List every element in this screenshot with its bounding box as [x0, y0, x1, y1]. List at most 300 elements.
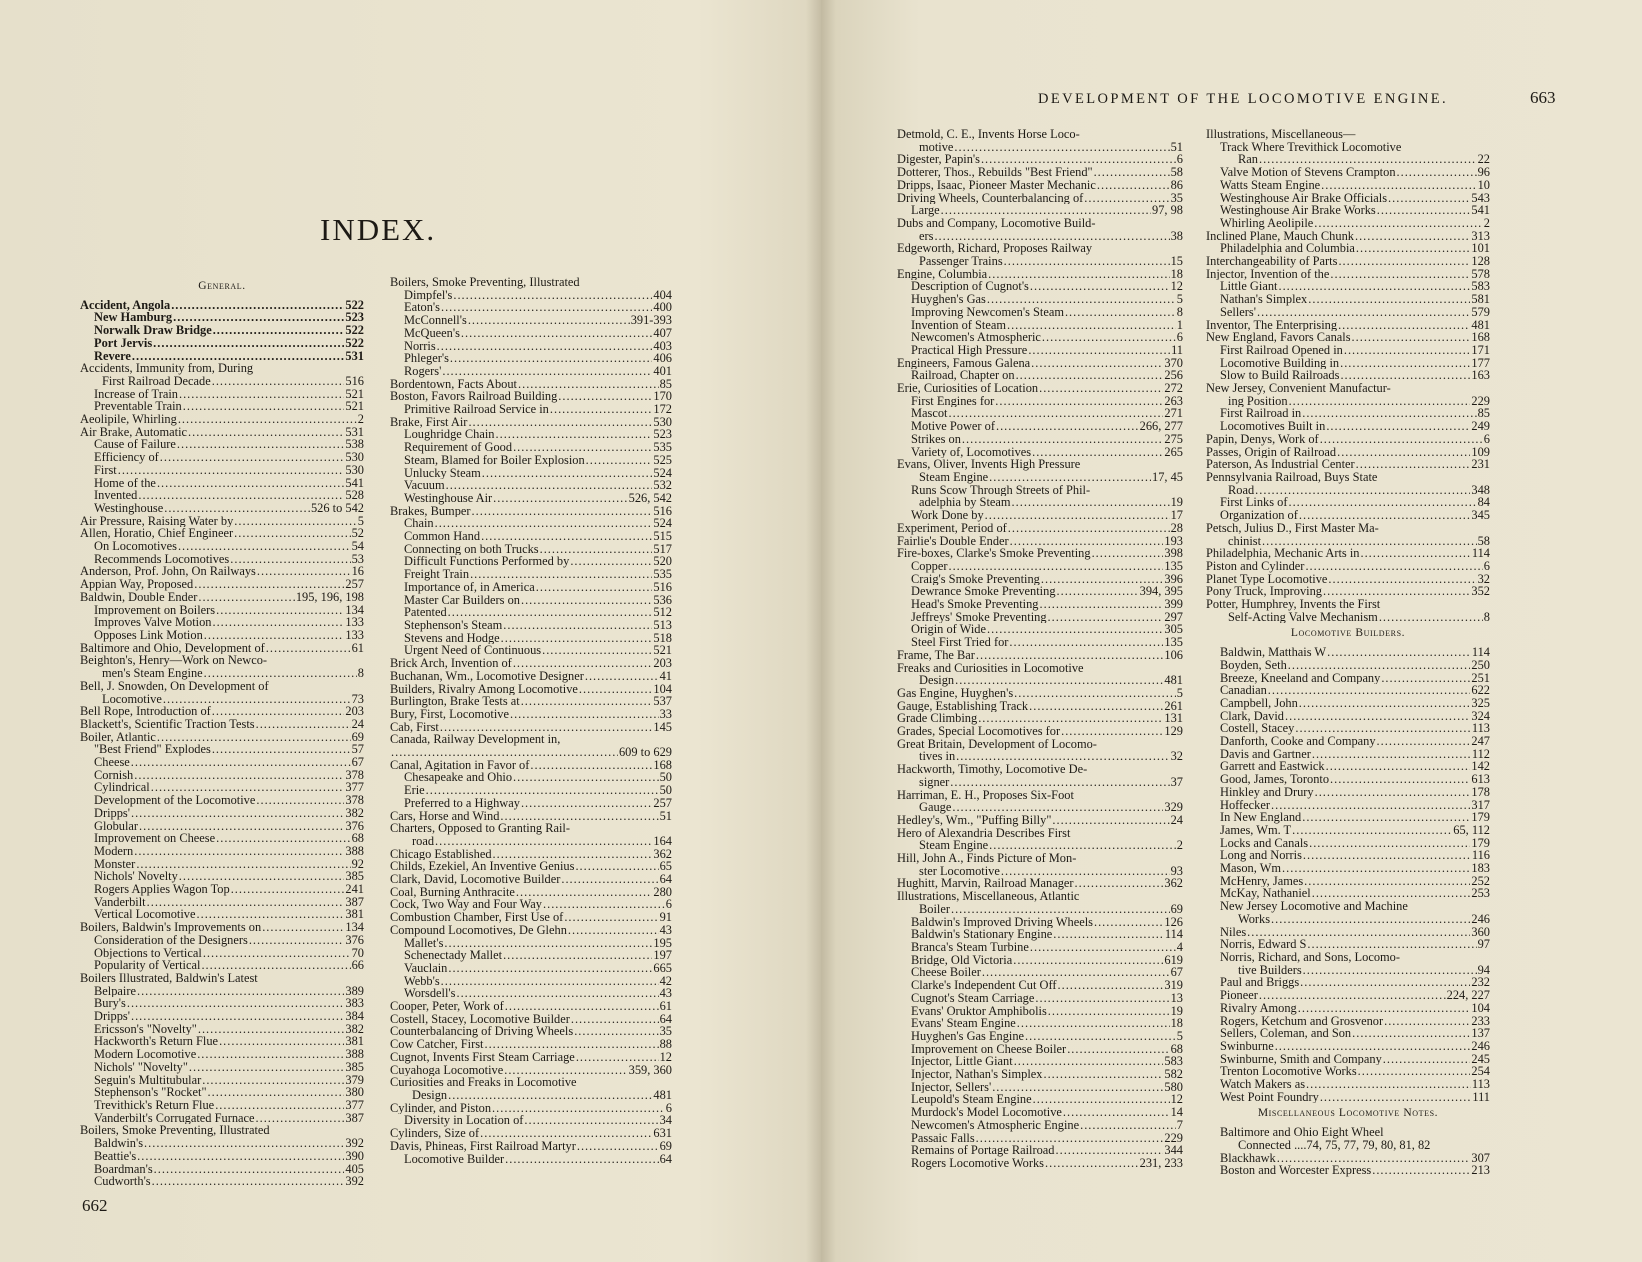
index-page-ref: 348: [1471, 483, 1490, 497]
index-page-ref: 390: [345, 1149, 364, 1163]
index-page-ref: 4: [1176, 941, 1183, 954]
index-entry: [1206, 1040, 1490, 1053]
index-entry: [390, 543, 672, 556]
index-entry: [390, 276, 672, 289]
index-page-ref: 396: [1164, 572, 1183, 586]
index-entry-text: Rogers, Ketchum and Grosvenor: [1220, 1014, 1384, 1028]
index-entry-text: Origin of Wide: [911, 623, 986, 637]
index-page-ref: 517: [653, 542, 672, 556]
index-page-ref: 382: [345, 806, 364, 820]
index-entry-text: Development of the Locomotive: [94, 794, 256, 807]
index-page-ref: 394, 395: [1139, 585, 1183, 599]
index-entry: [897, 560, 1183, 573]
index-entry-text: Murdock's Model Locomotive: [911, 1106, 1062, 1119]
index-entry: [1206, 773, 1490, 786]
dot-leader: [137, 1150, 344, 1163]
dot-leader: [1056, 1144, 1164, 1157]
index-page-ref: 537: [653, 695, 672, 708]
index-entry: [1206, 1015, 1490, 1028]
index-entry-text: Hackworth, Timothy, Locomotive De-: [897, 763, 1088, 776]
index-entry-text: Improvement on Cheese: [94, 832, 216, 845]
index-entry-text: Digester, Papin's: [897, 153, 980, 167]
index-page-ref: 43: [659, 923, 672, 937]
index-entry-text: Baldwin's: [94, 1137, 144, 1150]
index-entry-text: Preferred to a Highway: [404, 796, 520, 810]
index-page-ref: 5: [357, 514, 364, 528]
index-page-ref: 523: [345, 311, 364, 325]
index-page-ref: 5: [1176, 686, 1183, 700]
index-entry-text: Organization of: [1220, 509, 1298, 522]
index-page-ref: 253: [1471, 887, 1490, 901]
index-entry-text: adelphia by Steam: [919, 496, 1011, 510]
index-entry-text: Blackett's, Scientific Traction Tests: [80, 717, 255, 731]
index-entry: [390, 340, 672, 353]
index-page-ref: 68: [1170, 1042, 1183, 1056]
dot-leader: [153, 337, 344, 350]
index-page-ref: 134: [345, 921, 364, 934]
index-entry-text: Norris, Richard, and Sons, Locomo-: [1220, 951, 1400, 964]
index-entry-text: Clarke's Independent Cut Off: [911, 979, 1057, 992]
index-page-ref: 19: [1170, 1004, 1183, 1018]
index-page-ref: 177: [1471, 356, 1490, 370]
dot-leader: [510, 708, 659, 721]
index-page-ref: 305: [1164, 623, 1183, 637]
index-entry: [1206, 306, 1490, 319]
index-page-ref: 2: [1483, 216, 1490, 230]
index-entry-text: Cylinder, and Piston: [390, 1101, 492, 1115]
index-entry-text: In New England: [1220, 811, 1302, 824]
index-entry: [897, 217, 1183, 230]
index-entry: [390, 860, 672, 873]
dot-leader: [472, 505, 653, 518]
index-entry-text: Slow to Build Railroads: [1220, 369, 1340, 383]
index-entry: [390, 606, 672, 619]
index-entry-text: Requirement of Good: [404, 441, 513, 454]
index-page-ref: 523: [653, 428, 672, 442]
index-page-ref: 12: [659, 1050, 672, 1064]
index-page-ref: 69: [1170, 902, 1183, 916]
index-page-ref: 580: [1164, 1080, 1183, 1094]
index-entry-text: Boilers Illustrated, Baldwin's Latest: [80, 971, 258, 985]
index-page-ref: 271: [1164, 407, 1183, 421]
index-entry: [1206, 684, 1490, 697]
index-entry-text: ers: [919, 229, 934, 243]
index-entry: [897, 407, 1183, 420]
index-entry-text: Brakes, Bumper: [390, 504, 471, 518]
index-entry-text: Nathan's Simplex: [1220, 293, 1308, 306]
index-page-ref: 376: [345, 933, 364, 947]
index-entry: [1206, 697, 1490, 710]
dot-leader: [1048, 611, 1164, 624]
index-entry-text: Charters, Opposed to Granting Rail-: [390, 822, 570, 835]
page-number-right: 663: [1530, 88, 1556, 107]
index-entry-text: Norwalk Draw Bridge: [94, 324, 212, 337]
index-entry: [390, 327, 672, 340]
index-page-ref: 376: [345, 819, 364, 833]
index-entry-text: Boardman's: [94, 1162, 153, 1176]
index-entry-text: Cow Catcher, First: [390, 1038, 484, 1051]
index-entry-text: Vanderbilt's Corrugated Furnace: [94, 1111, 255, 1125]
index-entry: [1206, 598, 1490, 611]
dot-leader: [577, 1140, 659, 1153]
dot-leader: [1352, 331, 1471, 344]
index-page-ref: 93: [1170, 864, 1183, 878]
index-page-ref: 400: [653, 301, 672, 315]
index-entry-text: Large: [911, 204, 940, 217]
index-entry-text: Runs Scow Through Streets of Phil-: [911, 483, 1091, 497]
index-entry: [390, 314, 672, 327]
dot-leader: [1013, 954, 1163, 967]
index-entry: [897, 522, 1183, 535]
index-page-ref: 481: [1471, 318, 1490, 332]
dot-leader: [456, 987, 658, 1000]
index-page-ref: 360: [1471, 925, 1490, 939]
dot-leader: [987, 623, 1163, 636]
index-entry: [390, 848, 672, 861]
dot-leader: [450, 352, 653, 365]
index-entry-text: Design: [919, 674, 955, 687]
index-entry-text: Paterson, As Industrial Center: [1206, 458, 1355, 471]
dot-leader: [1057, 585, 1139, 598]
index-entry-text: Dripps': [94, 806, 130, 820]
index-entry: [897, 242, 1183, 255]
index-entry: [1206, 369, 1490, 382]
index-entry: [1206, 862, 1490, 875]
index-entry-text: Costell, Stacey, Locomotive Builder: [390, 1012, 570, 1026]
index-page-ref: 128: [1471, 255, 1490, 268]
index-entry: [1206, 268, 1490, 281]
dot-leader: [262, 921, 344, 934]
index-entry-text: Baltimore and Ohio Eight Wheel: [1220, 1126, 1384, 1139]
dot-leader: [1299, 509, 1471, 522]
dot-leader: [1058, 979, 1164, 992]
dot-leader: [1053, 928, 1164, 941]
dot-leader: [989, 839, 1176, 852]
index-page-ref: 35: [1170, 191, 1183, 205]
index-entry: [390, 428, 672, 441]
index-page-ref: 224, 227: [1446, 989, 1490, 1002]
index-entry: [897, 230, 1183, 243]
dot-leader: [1016, 369, 1164, 382]
index-entry: [1206, 735, 1490, 748]
index-page-ref: 19: [1170, 496, 1183, 510]
index-page-ref: 17: [1170, 509, 1183, 522]
index-page-ref: 530: [345, 463, 364, 477]
index-entry-text: Injector, Invention of the: [1206, 267, 1330, 281]
index-page-ref: 133: [345, 616, 364, 629]
dot-leader: [230, 553, 350, 566]
dot-leader: [1045, 1157, 1139, 1170]
index-entry-text: Swinburne, Smith and Company: [1220, 1052, 1382, 1066]
index-page-ref: 317: [1471, 798, 1490, 812]
dot-leader: [564, 911, 658, 924]
index-page-ref: 65: [659, 860, 672, 874]
index-entry: [80, 502, 364, 515]
index-entry-text: Boston and Worcester Express: [1220, 1164, 1372, 1177]
dot-leader: [540, 543, 653, 556]
dot-leader: [188, 426, 344, 439]
index-entry-text: Interchangeability of Parts: [1206, 255, 1338, 268]
dot-leader: [1303, 964, 1477, 977]
dot-leader: [484, 1038, 658, 1051]
index-entry: [80, 438, 364, 451]
dot-leader: [576, 1051, 659, 1064]
dot-leader: [1356, 458, 1471, 471]
index-entry-text: Unlucky Steam: [404, 466, 481, 480]
index-page-ref: 2: [1176, 839, 1183, 853]
index-entry: [80, 1035, 364, 1048]
index-page-ref: 387: [345, 1111, 364, 1125]
index-entry: [897, 1157, 1183, 1170]
index-entry-text: Baldwin's Stationary Engine: [911, 928, 1053, 941]
index-entry: [1206, 204, 1490, 217]
dot-leader: [480, 1127, 652, 1140]
index-entry: [1206, 1139, 1490, 1152]
index-entry: [80, 604, 364, 617]
index-entry: [80, 921, 364, 934]
index-entry: [1206, 331, 1490, 344]
dot-leader: [1295, 722, 1471, 735]
index-entry: [1206, 293, 1490, 306]
index-entry-text: Stephenson's "Rocket": [94, 1086, 207, 1099]
index-page-ref: 233: [1471, 1014, 1490, 1028]
dot-leader: [1035, 992, 1169, 1005]
dot-leader: [1292, 824, 1452, 837]
index-entry-text: First Engines for: [911, 394, 995, 408]
index-entry-text: Paul and Briggs: [1220, 976, 1300, 990]
dot-leader: [1031, 357, 1163, 370]
index-page-ref: 17, 45: [1152, 470, 1183, 484]
index-entry-text: Stevens and Hodge: [404, 631, 500, 645]
dot-leader: [1048, 1005, 1170, 1018]
index-page-ref: 609 to 629: [618, 746, 672, 759]
index-entry-text: Boilers, Smoke Preventing, Illustrated: [390, 276, 580, 289]
index-entry-text: Patented: [404, 606, 447, 619]
index-entry: [897, 1068, 1183, 1081]
index-entry-text: Cock, Two Way and Four Way: [390, 898, 543, 912]
index-page-ref: 392: [345, 1175, 364, 1188]
index-page-ref: 134: [345, 603, 364, 617]
dot-leader: [1397, 166, 1477, 179]
index-entry-text: Vanderbilt: [94, 895, 146, 909]
index-entry: [1206, 433, 1490, 446]
index-page-ref: 522: [345, 324, 364, 337]
index-entry: [1206, 722, 1490, 735]
index-entry: [1206, 153, 1490, 166]
index-page-ref: 579: [1471, 305, 1490, 319]
dot-leader: [197, 908, 345, 921]
dot-leader: [521, 695, 653, 708]
dot-leader: [1063, 1106, 1170, 1119]
index-page-ref: 70: [351, 946, 364, 960]
index-page-ref: 252: [1471, 874, 1490, 888]
dot-leader: [440, 721, 653, 734]
dot-leader: [1030, 941, 1176, 954]
index-page-ref: 619: [1164, 953, 1183, 967]
dot-leader: [198, 1023, 345, 1036]
page-number-left: 662: [82, 1196, 108, 1215]
index-entry: [80, 743, 364, 756]
index-page-ref: 179: [1471, 836, 1490, 850]
dot-leader: [1330, 773, 1470, 786]
index-entry: [1206, 217, 1490, 230]
index-page-ref: 6: [1483, 432, 1490, 446]
index-entry-text: Grade Climbing: [897, 712, 978, 726]
dot-leader: [1043, 1068, 1163, 1081]
index-page-ref: 381: [345, 1035, 364, 1049]
dot-leader: [197, 1048, 344, 1061]
index-entry-text: Philadelphia and Columbia: [1220, 242, 1355, 256]
index-entry: [897, 128, 1183, 141]
index-entry: [1206, 192, 1490, 205]
index-entry: [390, 1064, 672, 1077]
index-page-ref: 22: [1477, 153, 1490, 167]
index-page-ref: 213: [1471, 1164, 1490, 1177]
index-entry-text: Detmold, C. E., Invents Horse Loco-: [897, 128, 1080, 141]
index-page-ref: 261: [1164, 699, 1183, 713]
dot-leader: [1303, 849, 1471, 862]
index-entry: [897, 903, 1183, 916]
index-entry: [897, 890, 1183, 903]
index-entry: [80, 477, 364, 490]
index-page-ref: 92: [351, 857, 364, 871]
index-page-ref: 137: [1471, 1027, 1490, 1040]
dot-leader: [981, 153, 1176, 166]
dot-leader: [468, 314, 630, 327]
dot-leader: [1092, 547, 1164, 560]
index-page-ref: 481: [653, 1089, 672, 1102]
index-entry: [390, 911, 672, 924]
index-entry-text: First Railroad Opened in: [1220, 343, 1343, 357]
index-page-ref: 377: [345, 781, 364, 795]
index-entry: [390, 454, 672, 467]
index-page-ref: 133: [345, 628, 364, 642]
index-entry: [897, 484, 1183, 497]
dot-leader: [234, 527, 350, 540]
index-entry-text: Preventable Train: [94, 400, 182, 414]
index-page-ref: 65, 112: [1453, 823, 1490, 837]
dot-leader: [1288, 659, 1471, 672]
dot-leader: [216, 832, 350, 845]
dot-leader: [493, 848, 653, 861]
index-page-ref: 307: [1471, 1151, 1490, 1165]
index-page-ref: 582: [1164, 1068, 1183, 1081]
index-page-ref: 18: [1170, 267, 1183, 281]
dot-leader: [1040, 598, 1164, 611]
index-entry: [80, 527, 364, 540]
index-entry-text: signer: [919, 775, 950, 789]
index-entry-text: Davis and Gartner: [1220, 747, 1311, 761]
index-entry-text: Gas Engine, Huyghen's: [897, 686, 1014, 700]
index-entry-text: Papin, Denys, Work of: [1206, 432, 1319, 446]
index-entry: [80, 362, 364, 375]
index-entry: [80, 908, 364, 921]
index-entry-text: Baldwin's Improved Driving Wheels: [911, 915, 1093, 929]
dot-leader: [1384, 1015, 1470, 1028]
index-entry-text: Sellers': [1220, 305, 1256, 319]
index-entry: [390, 1114, 672, 1127]
index-entry-text: Bell, J. Snowden, On Development of: [80, 679, 269, 693]
index-entry: [390, 1013, 672, 1026]
index-entry: [897, 1005, 1183, 1018]
dot-leader: [513, 441, 652, 454]
index-entry-text: Hughitt, Marvin, Railroad Manager: [897, 877, 1074, 891]
index-page-ref: 113: [1471, 1078, 1490, 1091]
dot-leader: [147, 896, 345, 909]
index-entry-text: Worsdell's: [404, 987, 456, 1001]
index-entry: [1206, 659, 1490, 672]
index-entry: [1206, 255, 1490, 268]
dot-leader: [504, 1064, 627, 1077]
index-page-ref: 52: [351, 527, 364, 541]
index-entry-text: Dotterer, Thos., Rebuilds "Best Friend": [897, 166, 1093, 179]
index-entry: [80, 553, 364, 566]
index-entry-text: Canal, Agitation in Favor of: [390, 758, 530, 772]
dot-leader: [1377, 735, 1471, 748]
index-entry-text: Niles: [1220, 925, 1247, 939]
index-entry-text: Hackworth's Return Flue: [94, 1035, 219, 1049]
index-entry: [80, 947, 364, 960]
index-page-ref: 5: [1176, 293, 1183, 306]
index-entry-text: Pony Truck, Improving: [1206, 585, 1323, 599]
index-entry: [390, 505, 672, 518]
index-entry-text: Accidents, Immunity from, During: [80, 362, 254, 375]
index-page-ref: 387: [345, 895, 364, 909]
index-entry: [897, 153, 1183, 166]
index-entry-text: McHenry, James: [1220, 874, 1304, 888]
index-entry: [80, 1099, 364, 1112]
index-entry: [390, 1025, 672, 1038]
dot-leader: [1094, 916, 1163, 929]
index-entry: [80, 667, 364, 680]
index-entry: [1206, 951, 1490, 964]
index-entry-text: Westinghouse Air: [404, 491, 493, 505]
index-entry: [897, 852, 1183, 865]
index-page-ref: 665: [653, 961, 672, 975]
dot-leader: [448, 606, 653, 619]
index-page-ref: 69: [659, 1139, 672, 1153]
dot-leader: [1009, 636, 1163, 649]
index-page-ref: 392: [345, 1137, 364, 1150]
dot-leader: [160, 451, 345, 464]
index-page-ref: 246: [1471, 1039, 1490, 1053]
index-entry-text: Anderson, Prof. John, On Railways: [80, 565, 256, 579]
index-page-ref: 58: [1477, 534, 1490, 548]
dot-leader: [435, 517, 653, 530]
index-entry-text: Hoffecker: [1220, 798, 1270, 812]
index-entry: [1206, 357, 1490, 370]
index-page-ref: 68: [351, 832, 364, 845]
index-entry: [1206, 319, 1490, 332]
index-entry: [1206, 382, 1490, 395]
index-entry-text: New Hamburg: [94, 311, 173, 325]
dot-leader: [1356, 242, 1471, 255]
dot-leader: [501, 632, 653, 645]
index-entry-text: Cooper, Peter, Work of: [390, 1000, 504, 1013]
index-entry-text: Boyden, Seth: [1220, 658, 1287, 672]
index-entry-text: Erie, Curiosities of Location: [897, 382, 1039, 395]
index-entry: [897, 179, 1183, 192]
index-entry-text: Craig's Smoke Preventing: [911, 572, 1040, 586]
index-page-ref: 2: [357, 413, 364, 426]
index-entry: [897, 623, 1183, 636]
index-entry: [80, 1112, 364, 1125]
index-entry-text: Cars, Horse and Wind: [390, 809, 500, 823]
index-entry-text: Copper: [911, 559, 948, 573]
index-entry: [390, 619, 672, 632]
index-page-ref: 380: [345, 1086, 364, 1099]
index-entry-text: Schenectady Mallet: [404, 949, 503, 962]
